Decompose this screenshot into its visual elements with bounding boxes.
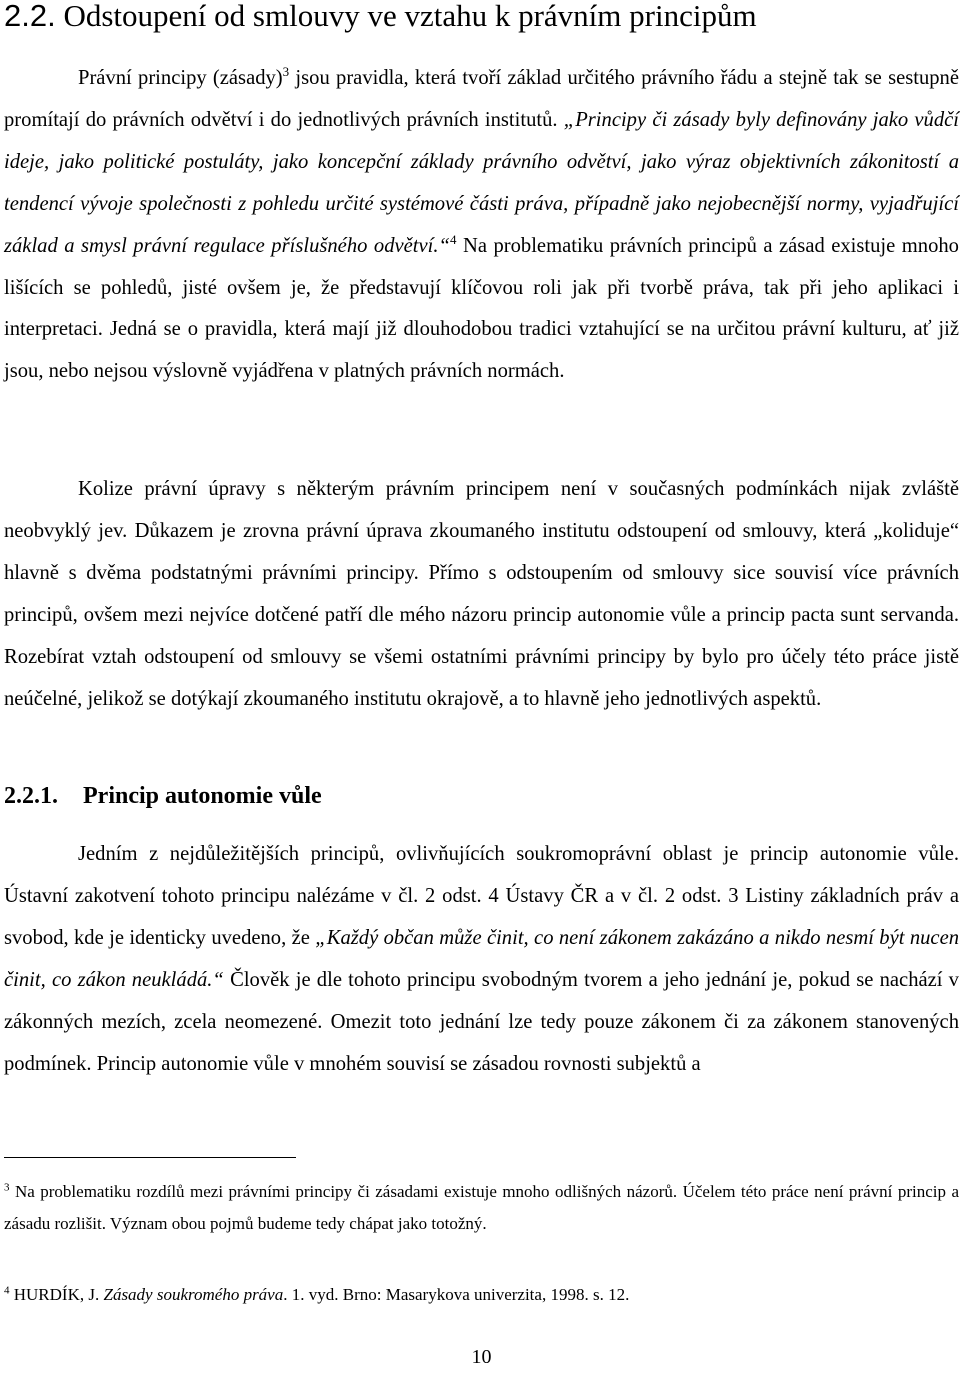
p3-quote: „Každý občan může činit, co není zákonem zakázáno a nikdo nesmí být nucen činit, co zákon neukládá.“: [4, 926, 960, 991]
p3-text-b: Člověk je dle tohoto principu svobodným tvorem a jeho jednání je, pokud se nachází v zákonných mezích, zcela neomezené. Omezit toto jednání lze tedy pouze zákonem či za zákonem stanovených podmínek. Princip autonomie vůle v mnohém souvisí se zásadou rovnosti subjektů a: [4, 968, 959, 1075]
footnote-3: [4, 1176, 959, 1240]
p3-text-a: Jedním z nejdůležitějších principů, ovlivňujících soukromoprávní oblast je princip autonomie vůle. Ústavní zakotvení tohoto principu nalézáme v čl. 2 odst. 4 Ústavy ČR a v čl. 2 odst. 3 Listiny základních práv a svobod, kde je identicky uvedeno, že: [4, 843, 959, 949]
p1-text-c: Na problematiku právních principů a zásad existuje mnoho lišících se pohledů, jisté ovšem je, že představují klíčovou roli jak při tvorbě práva, tak při jeho aplikaci i interpretaci. Jedná se o pravidla, která mají již dlouhodobou tradici vztahující se na určitou právní kulturu, ať již jsou, nebo nejsou výslovně vyjádřena v platných právních normách.: [4, 234, 959, 383]
paragraph-1: [4, 58, 959, 393]
p1-quote: „Principy či zásady byly definovány jako vůdčí ideje, jako politické postuláty, jako koncepční základy právního odvětví, jako výraz objektivních zákonitostí a tendencí vývoje společnosti z pohledu určité systémové části práva, případně jako nejobecnější normy, vyjadřující základ a smysl právní regulace příslušného odvětví.“: [4, 108, 959, 257]
p1-text-a: Právní principy (zásady): [78, 67, 283, 89]
footnote-4-number: 4: [4, 1284, 10, 1297]
section-number: 2.2.: [4, 0, 56, 33]
paragraph-3: [4, 834, 959, 1085]
footnote-4-title: Zásady soukromého práva: [103, 1285, 284, 1304]
p1-text-b: jsou pravidla, která tvoří základ určitého právního řádu a stejně tak se sestupně promítají do právních odvětví i do jednotlivých právních institutů.: [4, 67, 959, 131]
subsection-number: 2.2.1.: [4, 783, 58, 809]
footnote-ref-3[interactable]: 3: [282, 64, 290, 80]
p2-text: Kolize právní úpravy s některým právním principem není v současných podmínkách nijak zvláště neobvyklý jev. Důkazem je zrovna právní úprava zkoumaného institutu odstoupení od smlouvy, která „koliduje“ hlavně s dvěma podstatnými právními principy. Přímo s odstoupením od smlouvy sice souvisí více právních principů, ovšem mezi nejvíce dotčené patří dle mého názoru princip autonomie vůle a princip pacta sunt servanda. Rozebírat vztah odstoupení od smlouvy se všemi ostatními právními principy by bylo pro účely této práce jistě neúčelné, jelikož se dotýkají zkoumaného institutu okrajově, a to hlavně jeho jednotlivých aspektů.: [4, 478, 959, 710]
section-title: Odstoupení od smlouvy ve vztahu k právním principům: [63, 0, 757, 33]
footnote-4-text-b: . 1. vyd. Brno: Masarykova univerzita, 1998. s. 12.: [283, 1285, 630, 1304]
page-number: 10: [471, 1346, 492, 1368]
section-heading: [4, 0, 757, 38]
footnote-3-number: 3: [4, 1181, 10, 1194]
subsection-title: Princip autonomie vůle: [83, 783, 322, 809]
subsection-heading: [4, 774, 322, 818]
footnote-ref-4[interactable]: 4: [449, 231, 457, 247]
footnote-4-text-a: HURDÍK, J.: [9, 1285, 104, 1304]
footnote-3-text: Na problematiku rozdílů mezi právními principy či zásadami existuje mnoho odlišných názorů. Účelem této práce není právní princip a zásadu rozlišit. Význam obou pojmů budeme tedy chápat jako totožný.: [4, 1182, 959, 1233]
footnote-separator: [4, 1157, 296, 1158]
paragraph-2: [4, 469, 959, 720]
footnote-4: [4, 1279, 959, 1311]
